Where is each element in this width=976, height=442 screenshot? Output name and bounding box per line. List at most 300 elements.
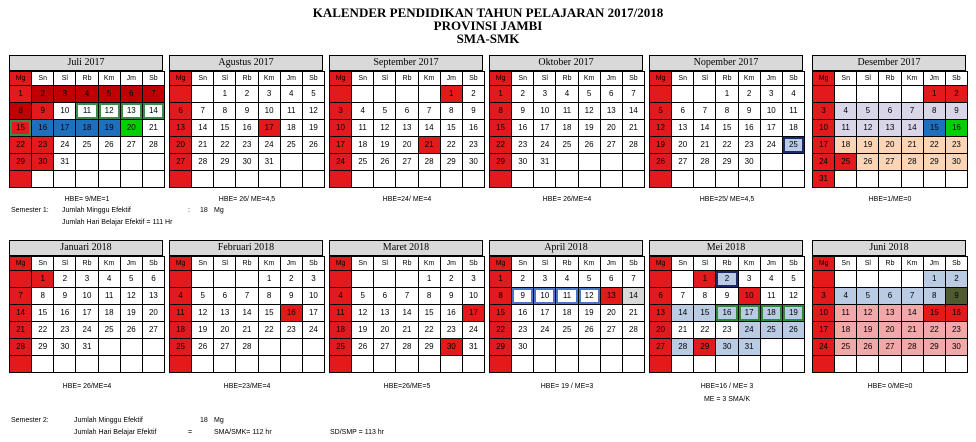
weekday-header: Sb [462,257,484,271]
calendar-day: 2 [945,86,967,103]
empty-day [857,171,879,188]
calendar-day: 18 [556,305,578,322]
empty-day [578,356,600,373]
calendar-day: 26 [98,137,120,154]
calendar-day: 17 [302,305,324,322]
calendar-day: 14 [622,103,644,120]
weekday-header: Jm [760,72,782,86]
calendar-day: 21 [901,322,923,339]
calendar-day: 19 [120,305,142,322]
calendar-day: 27 [120,137,142,154]
calendar-day: 19 [782,305,804,322]
semester2-days-smp: SD/SMP = 113 hr [330,429,385,436]
empty-day [512,356,534,373]
empty-day [857,271,879,288]
calendar-day: 18 [782,120,804,137]
empty-day [879,86,901,103]
calendar-day: 21 [901,137,923,154]
calendar-day: 2 [32,86,54,103]
calendar-day: 3 [760,86,782,103]
calendar-day: 23 [440,322,462,339]
calendar-day: 14 [694,120,716,137]
weekday-header: Rb [76,72,98,86]
calendar-day: 22 [32,322,54,339]
empty-day [782,171,804,188]
empty-day [236,271,258,288]
weekday-header: Sn [32,72,54,86]
empty-day [352,171,374,188]
calendar-day: 17 [54,120,76,137]
calendar-day: 31 [738,339,760,356]
month-table [169,71,325,188]
calendar-day: 18 [760,305,782,322]
semester2-weeks-value: 18 [200,417,208,424]
calendar-day: 9 [738,103,760,120]
empty-day [192,86,214,103]
calendar-day: 15 [418,305,440,322]
empty-day [76,154,98,171]
month-name: Desember 2017 [812,55,966,71]
weekday-header: Km [578,257,600,271]
month-table [169,256,325,373]
weekday-header: Km [901,257,923,271]
calendar-day: 20 [170,137,192,154]
calendar-day: 8 [923,103,945,120]
empty-day [835,271,857,288]
empty-day [945,356,967,373]
month-name: Agustus 2017 [169,55,323,71]
calendar-day: 23 [462,137,484,154]
calendar-day: 2 [236,86,258,103]
calendar-day: 11 [556,288,578,305]
month-effective-days: HBE=26/ME=5 [383,383,431,390]
calendar-day: 5 [302,86,324,103]
calendar-day: 12 [650,120,672,137]
calendar-day: 1 [32,271,54,288]
month-name: Oktober 2017 [489,55,643,71]
calendar-day: 3 [54,86,76,103]
calendar-day: 1 [694,271,716,288]
empty-day [54,356,76,373]
calendar-day: 4 [98,271,120,288]
month-table [9,256,165,373]
calendar-day: 13 [879,305,901,322]
empty-day [352,271,374,288]
calendar-day: 1 [440,86,462,103]
calendar-day: 23 [32,137,54,154]
month-table [329,256,485,373]
calendar-day: 7 [622,271,644,288]
calendar-day: 21 [694,137,716,154]
empty-day [280,171,302,188]
calendar-day: 29 [418,339,440,356]
calendar-day: 19 [302,120,324,137]
weekday-header: Km [258,72,280,86]
calendar-day: 2 [738,86,760,103]
calendar-day: 29 [923,339,945,356]
calendar-day: 4 [280,86,302,103]
calendar-day: 27 [214,339,236,356]
empty-day [418,356,440,373]
calendar-day: 11 [835,120,857,137]
empty-day [374,356,396,373]
calendar-day: 29 [923,154,945,171]
calendar-day: 30 [945,339,967,356]
weekday-header: Km [738,72,760,86]
calendar-day: 28 [672,339,694,356]
month-table [329,71,485,188]
calendar-day: 25 [280,137,302,154]
semester2-days-sma: SMA/SMK= 112 hr [214,429,272,436]
calendar-day: 9 [280,288,302,305]
calendar-day: 25 [76,137,98,154]
calendar-day: 20 [396,137,418,154]
calendar-day: 16 [716,305,738,322]
weekday-header: Sb [622,72,644,86]
empty-day [142,154,164,171]
empty-day [622,339,644,356]
calendar-day: 23 [512,137,534,154]
calendar-day: 10 [54,103,76,120]
calendar-title: KALENDER PENDIDIKAN TAHUN PELAJARAN 2017/2018 [312,5,664,20]
calendar-day: 13 [170,120,192,137]
month-name: Januari 2018 [9,240,163,256]
calendar-day: 20 [650,322,672,339]
calendar-day: 22 [490,137,512,154]
calendar-day: 7 [622,86,644,103]
weekday-header: Sn [512,72,534,86]
calendar-day: 27 [672,154,694,171]
calendar-day: 11 [760,288,782,305]
weekday-header: Jm [280,72,302,86]
empty-day [534,356,556,373]
weekday-header: Sl [857,72,879,86]
calendar-day: 8 [214,103,236,120]
calendar-day: 4 [556,271,578,288]
semester2-weeks-unit: Mg [214,417,224,424]
calendar-day: 11 [330,305,352,322]
calendar-day: 27 [600,322,622,339]
calendar-day: 9 [512,288,534,305]
calendar-day: 31 [462,339,484,356]
weekday-header-sunday: Mg [330,72,352,86]
calendar-day: 15 [10,120,32,137]
semester1-label: Semester 1: [11,207,49,214]
month-table [812,71,968,188]
calendar-day: 31 [54,154,76,171]
month-effective-days: HBE= 26/ ME=4,5 [218,196,276,203]
empty-day [556,339,578,356]
empty-day [440,356,462,373]
weekday-header: Sl [534,72,556,86]
month-effective-days: HBE=25/ ME=4,5 [699,196,755,203]
weekday-header: Km [738,257,760,271]
month-calendar [812,240,966,373]
calendar-day: 5 [578,271,600,288]
empty-day [280,356,302,373]
month-effective-days: HBE= 26/ME=4 [542,196,592,203]
weekday-header-sunday: Mg [650,257,672,271]
calendar-day: 5 [192,288,214,305]
semester1-weeks-unit: Mg [214,207,224,214]
calendar-day: 9 [236,103,258,120]
empty-day [857,86,879,103]
calendar-day: 28 [236,339,258,356]
empty-day [694,356,716,373]
empty-day [396,86,418,103]
empty-day [32,171,54,188]
month-table [649,71,805,188]
month-calendar [812,55,966,188]
calendar-day: 12 [302,103,324,120]
calendar-day: 19 [352,322,374,339]
empty-day [462,356,484,373]
calendar-day: 25 [330,339,352,356]
calendar-day: 6 [672,103,694,120]
month-name: Februari 2018 [169,240,323,256]
calendar-day: 13 [214,305,236,322]
calendar-day: 4 [170,288,192,305]
calendar-day: 9 [462,103,484,120]
calendar-day: 6 [600,86,622,103]
calendar-day: 27 [879,339,901,356]
weekday-header-sunday: Mg [813,72,835,86]
calendar-day: 7 [901,103,923,120]
calendar-day: 5 [650,103,672,120]
weekday-header: Km [98,72,120,86]
weekday-header: Sl [54,72,76,86]
month-calendar [489,240,643,373]
weekday-header: Sb [945,72,967,86]
weekday-header: Rb [716,72,738,86]
empty-day [760,356,782,373]
calendar-day: 9 [32,103,54,120]
weekday-header: Km [418,257,440,271]
calendar-day: 7 [694,103,716,120]
empty-day [330,171,352,188]
calendar-day: 12 [857,305,879,322]
calendar-day: 24 [54,137,76,154]
empty-day [738,356,760,373]
school-level-title: SMA-SMK [456,31,520,46]
weekday-header: Sb [302,257,324,271]
empty-day [600,154,622,171]
calendar-day: 20 [600,305,622,322]
empty-day [857,356,879,373]
calendar-day: 18 [835,322,857,339]
calendar-day: 18 [280,120,302,137]
calendar-day: 26 [374,154,396,171]
calendar-day: 14 [622,288,644,305]
empty-day [170,86,192,103]
weekday-header: Jm [440,72,462,86]
empty-day [578,339,600,356]
calendar-day: 1 [418,271,440,288]
calendar-day: 25 [98,322,120,339]
calendar-day: 8 [440,103,462,120]
calendar-day: 25 [556,137,578,154]
weekday-header: Sl [374,72,396,86]
weekday-header: Km [578,72,600,86]
calendar-day: 11 [782,103,804,120]
weekday-header: Sb [782,257,804,271]
calendar-day: 2 [512,271,534,288]
calendar-day: 12 [352,305,374,322]
calendar-day: 22 [418,322,440,339]
calendar-day: 22 [490,322,512,339]
calendar-day: 23 [280,322,302,339]
empty-day [672,86,694,103]
calendar-day: 6 [142,271,164,288]
weekday-header: Sb [462,72,484,86]
calendar-day: 18 [76,120,98,137]
calendar-day: 1 [923,271,945,288]
calendar-day: 21 [418,137,440,154]
calendar-day: 1 [258,271,280,288]
weekday-header: Sb [945,257,967,271]
calendar-day: 22 [10,137,32,154]
calendar-day: 27 [650,339,672,356]
weekday-header: Rb [396,72,418,86]
empty-day [374,171,396,188]
calendar-day: 24 [76,322,98,339]
calendar-day: 12 [857,120,879,137]
calendar-day: 9 [54,288,76,305]
calendar-day: 10 [258,103,280,120]
calendar-day: 16 [236,120,258,137]
calendar-day: 5 [578,86,600,103]
calendar-day: 13 [396,120,418,137]
empty-day [782,154,804,171]
empty-day [622,171,644,188]
calendar-day: 17 [258,120,280,137]
calendar-day: 21 [622,305,644,322]
weekday-header-sunday: Mg [170,257,192,271]
empty-day [142,339,164,356]
empty-day [396,171,418,188]
empty-day [236,356,258,373]
calendar-day: 21 [10,322,32,339]
calendar-day: 1 [716,86,738,103]
calendar-day: 12 [782,288,804,305]
calendar-day: 15 [490,120,512,137]
calendar-day: 15 [923,120,945,137]
weekday-header: Km [258,257,280,271]
calendar-day: 9 [945,103,967,120]
empty-day [98,356,120,373]
calendar-day: 10 [813,305,835,322]
month-effective-days: HBE=23/ME=4 [223,383,271,390]
calendar-day: 25 [782,137,804,154]
semester1-weeks-value: 18 [200,207,208,214]
weekday-header: Sb [142,257,164,271]
weekday-header: Jm [600,257,622,271]
month-table [649,256,805,373]
empty-day [760,154,782,171]
calendar-day: 18 [170,322,192,339]
empty-day [330,356,352,373]
weekday-header: Sn [835,257,857,271]
calendar-day: 19 [578,305,600,322]
calendar-day: 26 [782,322,804,339]
empty-day [556,171,578,188]
empty-day [76,356,98,373]
empty-day [120,339,142,356]
weekday-header-sunday: Mg [170,72,192,86]
empty-day [556,356,578,373]
semester1-weeks-label: Jumlah Minggu Efektif [62,207,131,214]
calendar-day: 8 [923,288,945,305]
calendar-day: 4 [330,288,352,305]
empty-day [600,339,622,356]
calendar-day: 6 [120,86,142,103]
calendar-day: 23 [738,137,760,154]
calendar-day: 3 [813,288,835,305]
calendar-day: 10 [534,288,556,305]
empty-day [54,171,76,188]
empty-day [98,154,120,171]
calendar-day: 24 [302,322,324,339]
calendar-day: 5 [857,103,879,120]
weekday-header: Sb [142,72,164,86]
weekday-header: Sn [512,257,534,271]
calendar-day: 29 [440,154,462,171]
calendar-day: 9 [716,288,738,305]
empty-day [760,171,782,188]
calendar-day: 2 [945,271,967,288]
calendar-day: 21 [142,120,164,137]
calendar-day: 3 [738,271,760,288]
weekday-header-sunday: Mg [813,257,835,271]
empty-day [120,154,142,171]
calendar-day: 24 [258,137,280,154]
empty-day [170,171,192,188]
calendar-day: 3 [534,86,556,103]
empty-day [694,171,716,188]
calendar-day: 5 [352,288,374,305]
empty-day [236,171,258,188]
calendar-day: 23 [945,137,967,154]
calendar-day: 14 [142,103,164,120]
empty-day [330,271,352,288]
empty-day [374,271,396,288]
month-name: Juli 2017 [9,55,163,71]
calendar-day: 20 [374,322,396,339]
calendar-day: 16 [32,120,54,137]
weekday-header: Jm [923,257,945,271]
calendar-day: 14 [672,305,694,322]
calendar-day: 14 [236,305,258,322]
calendar-day: 21 [236,322,258,339]
empty-day [352,356,374,373]
month-effective-note: ME = 3 SMA/K [703,396,751,403]
month-effective-days: HBE=1/ME=0 [868,196,912,203]
calendar-day: 4 [835,288,857,305]
calendar-day: 6 [214,288,236,305]
calendar-day: 12 [578,288,600,305]
month-calendar [329,240,483,373]
empty-day [76,171,98,188]
empty-day [600,356,622,373]
calendar-day: 10 [813,120,835,137]
calendar-day: 4 [835,103,857,120]
calendar-day: 10 [302,288,324,305]
empty-day [170,271,192,288]
calendar-day: 25 [835,339,857,356]
weekday-header: Jm [280,257,302,271]
calendar-day: 7 [418,103,440,120]
weekday-header: Rb [716,257,738,271]
